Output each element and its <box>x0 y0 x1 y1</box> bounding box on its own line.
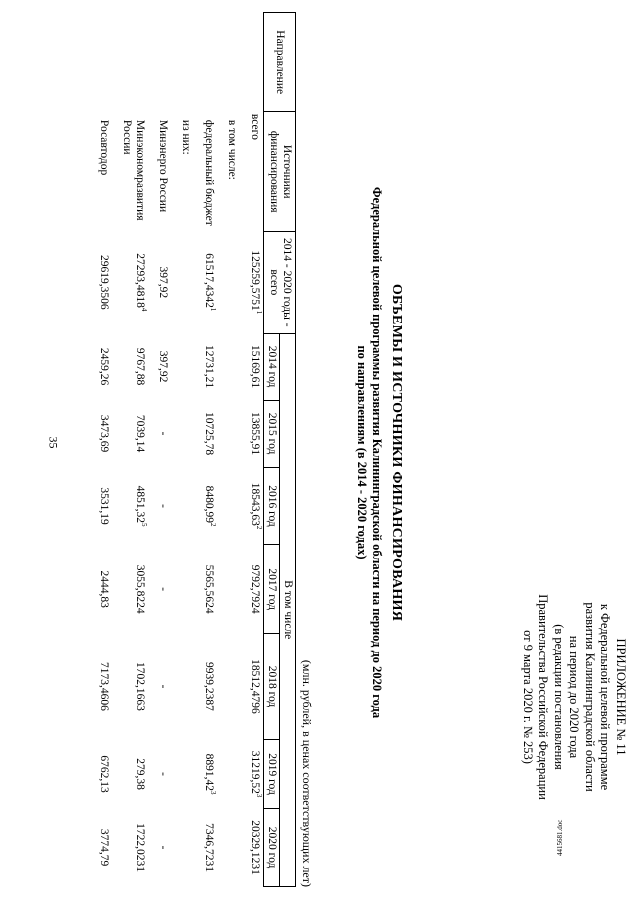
year-value: 9939,2387 <box>203 662 215 711</box>
year-value-cell <box>118 739 148 808</box>
year-value: 3055,8224 <box>134 564 146 614</box>
year-value-cell <box>200 634 217 740</box>
year-value-cell <box>154 467 171 545</box>
year-value-cell <box>246 467 264 545</box>
year-value-cell <box>95 739 112 808</box>
total-cell <box>200 232 217 334</box>
year-value-cell <box>200 400 217 467</box>
header-year: 2020 год <box>264 809 280 887</box>
year-value: 7173,4606 <box>98 662 110 711</box>
year-value: 10725,78 <box>203 412 215 456</box>
year-value: 3774,79 <box>98 828 110 867</box>
direction-cell <box>177 13 194 112</box>
footnote-mark: 1 <box>254 310 263 315</box>
year-value-cell <box>95 545 112 634</box>
year-value-cell <box>154 400 171 467</box>
document-title: ОБЪЕМЫ И ИСТОЧНИКИ ФИНАНСИРОВАНИЯ <box>389 283 404 622</box>
appendix-line: ПРИЛОЖЕНИЕ № 11 <box>614 638 628 756</box>
source-cell: из них: <box>180 119 192 155</box>
year-value-cell <box>118 545 148 634</box>
header-year: 2017 год <box>264 545 280 634</box>
header-year: 2016 год <box>264 467 280 545</box>
total-value: 27293,4818 <box>134 253 146 308</box>
year-value-cell <box>118 333 148 400</box>
footnote-mark: 4 <box>139 307 148 312</box>
year-value: 5565,5624 <box>203 564 215 614</box>
year-value-cell <box>200 467 217 545</box>
year-value-cell <box>154 809 171 887</box>
appendix-line: (в редакции постановления <box>552 624 566 770</box>
header-year: 2015 год <box>264 400 280 467</box>
year-value: 18543,63 <box>249 482 261 526</box>
year-value-cell <box>118 400 148 467</box>
year-value-cell <box>154 545 171 634</box>
direction-cell <box>154 13 171 112</box>
document-reference: 4415681.doc <box>556 819 564 856</box>
year-value: - <box>157 772 169 776</box>
header-year: 2019 год <box>264 739 280 808</box>
header-year: 2014 год <box>264 333 280 400</box>
year-value-cell <box>95 467 112 545</box>
table-row <box>154 13 171 887</box>
year-value: 9792,7924 <box>249 564 261 614</box>
table-row <box>95 13 112 887</box>
year-value-cell <box>118 467 148 545</box>
header-source: Источники финансирования <box>264 112 296 232</box>
year-value: 13855,91 <box>249 412 261 456</box>
year-value: 1702,1663 <box>134 662 146 711</box>
year-value: - <box>157 431 169 436</box>
year-value: 7039,14 <box>134 414 146 453</box>
total-value: 29619,3506 <box>98 254 110 310</box>
total-cell <box>246 232 264 334</box>
year-value-cell <box>246 809 264 887</box>
year-value: 279,38 <box>134 758 146 790</box>
year-value-cell <box>246 739 264 808</box>
header-in-that: В том числе <box>280 333 296 886</box>
year-value: 3473,69 <box>98 414 110 453</box>
year-value-cell <box>246 400 264 467</box>
year-value-cell <box>95 634 112 740</box>
year-value: - <box>157 587 169 592</box>
year-value: 397,92 <box>157 350 169 383</box>
year-value: 8480,99 <box>203 485 215 523</box>
appendix-line: на период до 2020 года <box>567 635 582 759</box>
source-cell: Росавтодор <box>98 119 110 176</box>
source-cell: Минэкономразвития России <box>121 119 146 221</box>
footnote-mark: 3 <box>208 790 217 795</box>
table-row <box>118 13 148 887</box>
year-value-cell <box>200 545 217 634</box>
subtitle-line-2: по направлениям (в 2014 - 2020 годах) <box>355 345 369 560</box>
year-value-cell <box>154 634 171 740</box>
year-value: 1722,0231 <box>134 823 146 872</box>
year-value: 7346,7231 <box>203 823 215 872</box>
total-value: 125259,5751 <box>249 250 261 311</box>
direction-cell <box>95 13 112 112</box>
year-value-cell <box>246 634 264 740</box>
direction-cell <box>118 13 148 112</box>
table-row <box>246 13 264 887</box>
subtitle-line-1: Федеральной целевой программы развития Калининградской области на период до 2020 года <box>370 186 384 719</box>
year-value-cell <box>118 809 148 887</box>
page-number: 35 <box>46 436 61 449</box>
table-body <box>89 13 264 887</box>
header-direction: Направление <box>264 13 296 112</box>
total-cell <box>154 232 171 334</box>
year-value: 15169,61 <box>249 345 261 389</box>
year-value-cell <box>200 739 217 808</box>
footnote-mark: 2 <box>208 522 217 527</box>
year-value: 2459,26 <box>98 347 110 386</box>
table-row <box>177 13 194 887</box>
total-value: 61517,4342 <box>203 253 215 308</box>
year-value-cell <box>246 545 264 634</box>
header-year: 2018 год <box>264 634 280 740</box>
year-value-cell <box>154 333 171 400</box>
table-row <box>223 13 240 887</box>
year-value: - <box>157 504 169 508</box>
source-cell: Минэнерго России <box>157 119 169 213</box>
year-value-cell <box>200 333 217 400</box>
empty-cell <box>223 232 240 887</box>
direction-cell <box>246 13 264 112</box>
total-cell <box>95 232 112 334</box>
year-value: - <box>157 845 169 850</box>
year-value-cell <box>154 739 171 808</box>
source-cell: в том числе: <box>226 119 238 180</box>
footnote-mark: 3 <box>254 793 263 798</box>
year-value: 18512,4796 <box>249 659 261 714</box>
year-value-cell <box>95 400 112 467</box>
year-value-cell <box>200 809 217 887</box>
year-value-cell <box>246 333 264 400</box>
total-value: 397,92 <box>157 266 169 299</box>
year-value-cell <box>118 634 148 740</box>
header-total: 2014 - 2020 годы - всего <box>264 232 296 334</box>
year-value: 3531,19 <box>98 487 110 525</box>
source-cell: федеральный бюджет <box>203 119 215 226</box>
year-value: 20329,1231 <box>249 820 261 875</box>
appendix-line: от 9 марта 2020 г. № 253) <box>521 630 535 764</box>
year-value: 12731,21 <box>203 345 215 389</box>
year-value: 2444,83 <box>98 570 110 608</box>
year-value: 9767,88 <box>134 347 146 386</box>
year-value: 6762,13 <box>98 755 110 793</box>
source-cell: всего <box>249 113 261 140</box>
year-value: - <box>157 684 169 689</box>
year-value-cell <box>95 333 112 400</box>
footnote-mark: 2 <box>254 525 263 530</box>
footnote-mark: 1 <box>208 307 217 312</box>
year-value-cell <box>95 809 112 887</box>
direction-cell <box>200 13 217 112</box>
empty-cell <box>177 232 194 887</box>
total-cell <box>118 232 148 334</box>
appendix-line: развития Калининградской области <box>583 602 597 792</box>
year-value: 8891,42 <box>203 753 215 791</box>
table-row <box>200 13 217 887</box>
financing-table <box>89 12 296 887</box>
direction-cell <box>223 13 240 112</box>
year-value: 31219,52 <box>249 750 261 794</box>
units-note: (млн. рублей, в ценах соответствующих лет) <box>300 659 314 887</box>
appendix-line: к Федеральной целевой программе <box>598 603 613 791</box>
year-value: 4851,32 <box>134 485 146 523</box>
appendix-line: Правительства Российской Федерации <box>536 594 551 800</box>
document-subtitle <box>354 0 384 905</box>
appendix-block <box>520 527 629 867</box>
footnote-mark: 5 <box>139 522 148 527</box>
